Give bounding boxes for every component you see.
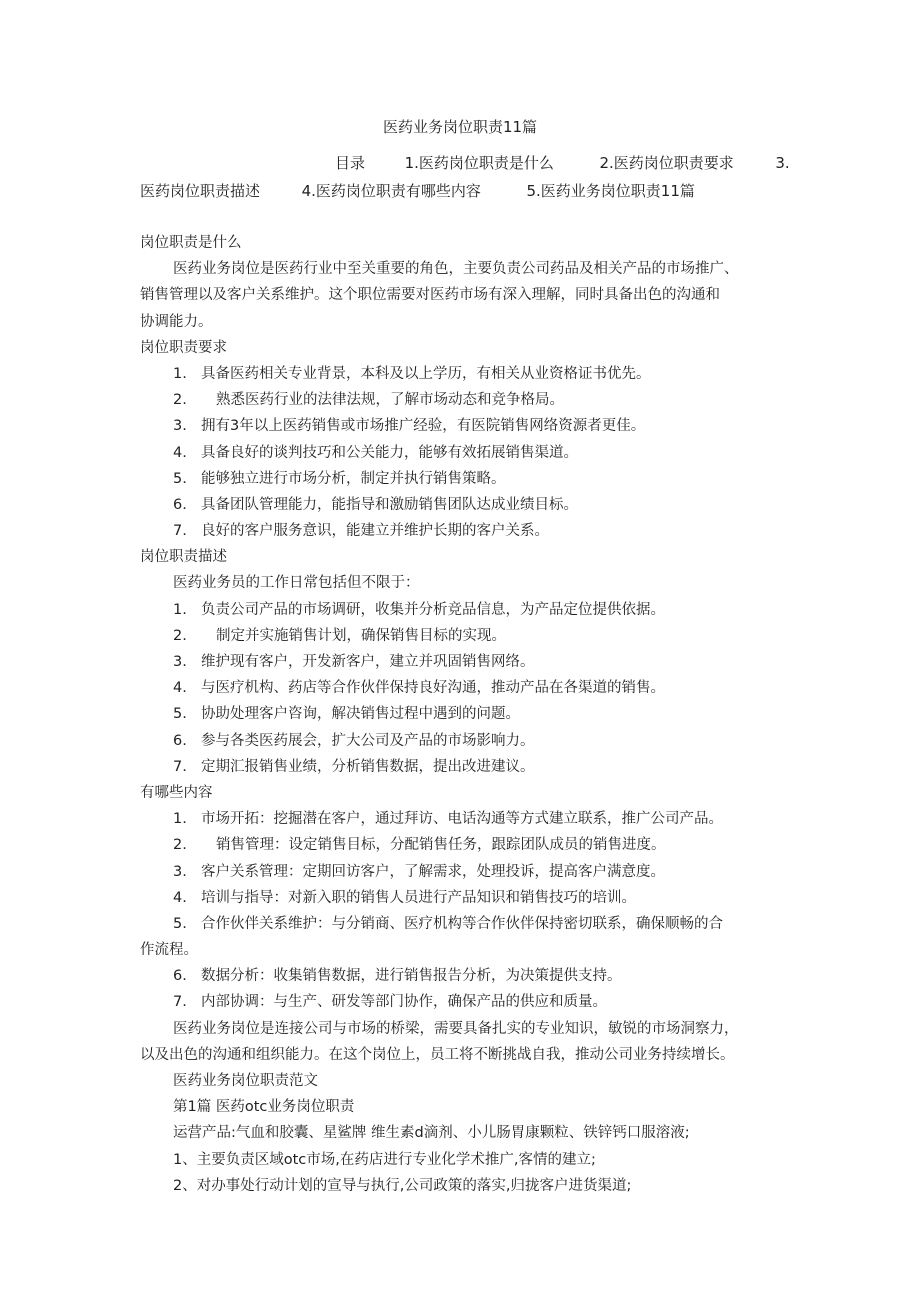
list-number: 5.	[173, 915, 187, 932]
toc-label: 目录	[335, 154, 366, 172]
list-number: 5.	[173, 706, 187, 723]
list-number: 6.	[173, 968, 187, 985]
list-text: 与医疗机构、药店等合作伙伴保持良好沟通，推动产品在各渠道的销售。	[201, 680, 665, 697]
list-number: 1.	[173, 365, 187, 382]
section-heading: 医药业务岗位职责范文	[173, 1073, 318, 1089]
paragraph-line: 协调能力。	[140, 313, 213, 330]
toc-item[interactable]: 医药岗位职责描述	[140, 182, 261, 200]
list-item	[140, 675, 788, 701]
list-number: 6.	[173, 732, 187, 749]
list-number: 4.	[173, 680, 187, 697]
list-number: 2.	[173, 837, 187, 854]
list-text: 具备团队管理能力，能指导和激励销售团队达成业绩目标。	[201, 496, 578, 513]
list-text: 熟悉医药行业的法律法规，了解市场动态和竞争格局。	[216, 392, 564, 409]
list-number: 6.	[173, 496, 187, 513]
list-item	[140, 754, 788, 780]
list-text: 拥有3年以上医药销售或市场推广经验，有医院销售网络资源者更佳。	[201, 418, 646, 435]
document-title: 医药业务岗位职责11篇	[382, 118, 538, 136]
paragraph-line: 1、主要负责区域otc市场,在药店进行专业化学术推广,客情的建立;	[173, 1151, 596, 1168]
list-item	[140, 885, 788, 911]
list-item	[140, 466, 788, 492]
paragraph-line: 2、对办事处行动计划的宣导与执行,公司政策的落实,归拢客户进货渠道;	[173, 1177, 632, 1194]
list-text: 制定并实施销售计划，确保销售目标的实现。	[216, 627, 506, 644]
toc-item[interactable]: 1.医药岗位职责是什么	[404, 154, 554, 172]
list-number: 7.	[173, 523, 187, 540]
list-item	[140, 832, 788, 858]
list-text: 具备医药相关专业背景，本科及以上学历，有相关从业资格证书优先。	[201, 365, 651, 382]
list-item	[140, 361, 788, 387]
list-text: 培训与指导：对新入职的销售人员进行产品知识和销售技巧的培训。	[201, 889, 636, 906]
list-item	[140, 623, 788, 649]
list-text: 内部协调：与生产、研发等部门协作，确保产品的供应和质量。	[201, 994, 607, 1011]
list-item	[140, 911, 788, 937]
list-text: 市场开拓：挖掘潜在客户，通过拜访、电话沟通等方式建立联系，推广公司产品。	[201, 811, 723, 828]
list-number: 2.	[173, 392, 187, 409]
section-heading: 岗位职责要求	[140, 339, 227, 356]
document-body	[140, 230, 788, 1199]
list-item	[140, 492, 788, 518]
list-number: 3.	[173, 654, 187, 670]
list-number: 7.	[173, 994, 187, 1011]
list-text: 定期汇报销售业绩，分析销售数据，提出改进建议。	[201, 758, 535, 775]
section-heading: 岗位职责是什么	[140, 235, 242, 251]
list-number: 3.	[173, 418, 187, 435]
paragraph-line: 以及出色的沟通和组织能力。在这个岗位上，员工将不断挑战自我，推动公司业务持续增长。	[140, 1046, 735, 1063]
paragraph-line: 运营产品:气血和胶囊、星鲨牌 维生素d滴剂、小儿肠胃康颗粒、铁锌钙口服溶液;	[173, 1125, 690, 1142]
list-text: 维护现有客户，开发新客户，建立并巩固销售网络。	[201, 654, 535, 670]
list-text: 负责公司产品的市场调研，收集并分析竞品信息，为产品定位提供依据。	[201, 601, 665, 618]
list-item	[140, 413, 788, 439]
toc-item[interactable]: 5.医药业务岗位职责11篇	[526, 182, 695, 200]
list-item	[140, 518, 788, 544]
list-number: 2.	[173, 627, 187, 644]
list-item	[140, 597, 788, 623]
list-item	[140, 806, 788, 832]
list-item	[140, 728, 788, 754]
section-heading: 有哪些内容	[140, 784, 213, 801]
list-text: 客户关系管理：定期回访客户，了解需求，处理投诉，提高客户满意度。	[201, 863, 665, 880]
list-text: 合作伙伴关系维护：与分销商、医疗机构等合作伙伴保持密切联系，确保顺畅的合	[201, 915, 723, 932]
section-heading: 岗位职责描述	[140, 549, 227, 566]
list-item	[140, 701, 788, 727]
paragraph-line: 医药业务岗位是连接公司与市场的桥梁，需要具备扎实的专业知识，敏锐的市场洞察力，	[173, 1020, 739, 1037]
list-text: 良好的客户服务意识，能建立并维护长期的客户关系。	[201, 523, 549, 540]
list-number: 3.	[173, 863, 187, 880]
table-of-contents-line-2	[140, 180, 695, 201]
list-number: 5.	[173, 470, 187, 487]
sub-heading: 第1篇 医药otc业务岗位职责	[173, 1099, 355, 1116]
list-item	[140, 859, 788, 885]
paragraph-line: 医药业务岗位是医药行业中至关重要的角色，主要负责公司药品及相关产品的市场推广、	[173, 261, 739, 278]
list-text: 能够独立进行市场分析，制定并执行销售策略。	[201, 470, 506, 487]
paragraph-line: 销售管理以及客户关系维护。这个职位需要对医药市场有深入理解，同时具备出色的沟通和	[140, 287, 720, 304]
toc-item[interactable]: 3.	[775, 154, 790, 172]
list-number: 4.	[173, 444, 187, 461]
list-item	[140, 440, 788, 466]
list-text: 作流程。	[140, 942, 198, 959]
table-of-contents-line-1	[335, 152, 790, 173]
list-item	[140, 649, 788, 675]
list-item	[140, 989, 788, 1015]
list-number: 4.	[173, 889, 187, 906]
list-item-continuation	[140, 937, 788, 963]
toc-item[interactable]: 2.医药岗位职责要求	[599, 154, 734, 172]
list-text: 协助处理客户咨询，解决销售过程中遇到的问题。	[201, 706, 520, 723]
toc-item[interactable]: 4.医药岗位职责有哪些内容	[301, 182, 481, 200]
list-text: 参与各类医药展会，扩大公司及产品的市场影响力。	[201, 732, 535, 749]
list-item	[140, 963, 788, 989]
paragraph-line: 医药业务员的工作日常包括但不限于：	[173, 575, 420, 592]
list-text: 具备良好的谈判技巧和公关能力，能够有效拓展销售渠道。	[201, 444, 578, 461]
list-text: 销售管理：设定销售目标，分配销售任务，跟踪团队成员的销售进度。	[216, 837, 666, 854]
list-text: 数据分析：收集销售数据，进行销售报告分析，为决策提供支持。	[201, 968, 622, 985]
list-item	[140, 387, 788, 413]
list-number: 7.	[173, 758, 187, 775]
list-number: 1.	[173, 601, 187, 618]
list-number: 1.	[173, 811, 187, 828]
